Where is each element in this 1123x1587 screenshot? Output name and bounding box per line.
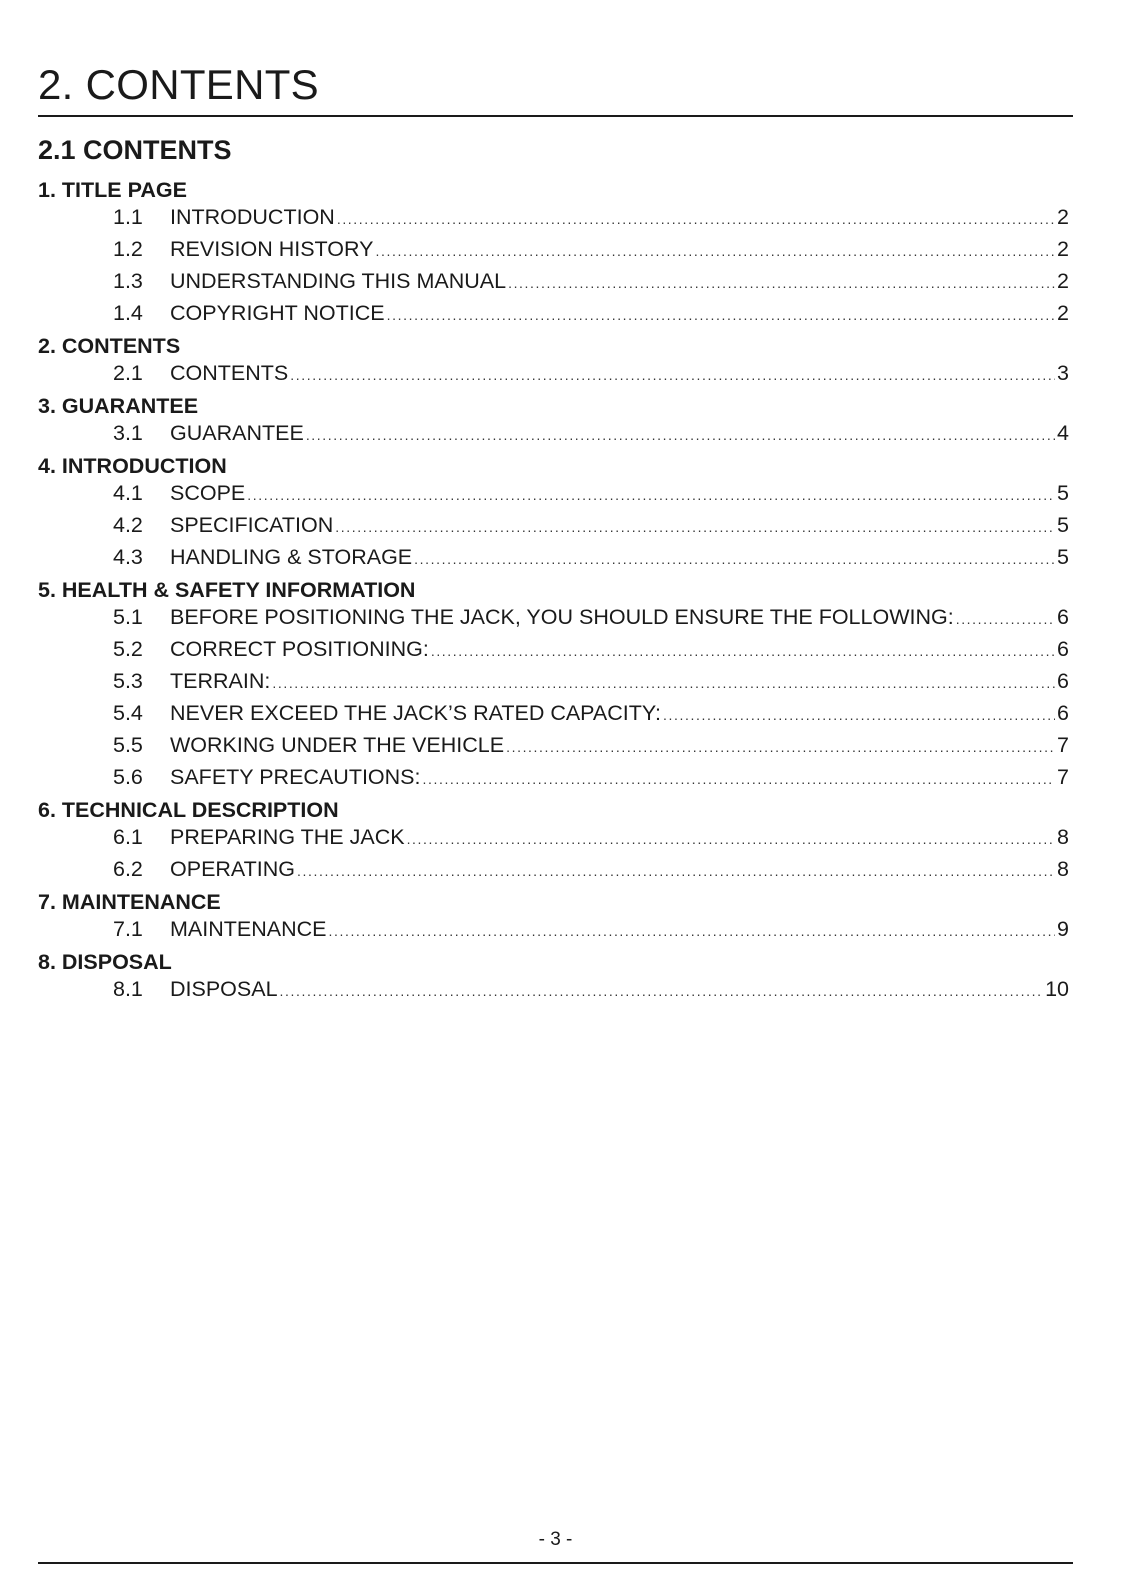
toc-entry-number: 5.6 <box>113 765 143 789</box>
toc-entry-title: TERRAIN: <box>170 669 271 693</box>
toc-entry-number: 1.1 <box>113 205 143 229</box>
section-title: 2.1 CONTENTS <box>38 135 232 165</box>
toc-entry <box>38 665 1073 697</box>
toc-entry-title: BEFORE POSITIONING THE JACK, YOU SHOULD ENSURE THE FOLLOWING: <box>170 605 954 629</box>
toc-entry-page: 5 <box>1057 545 1069 569</box>
toc-entry-number: 3.1 <box>113 421 143 445</box>
dot-leader <box>272 667 1055 699</box>
toc-entry <box>38 541 1073 573</box>
toc-section-heading: 2. CONTENTS <box>38 334 181 358</box>
toc-entry-number: 6.2 <box>113 857 143 881</box>
toc-entry-page: 5 <box>1057 481 1069 505</box>
page-title: 2. CONTENTS <box>38 61 319 108</box>
toc-entry-page: 2 <box>1057 205 1069 229</box>
toc-entry-number: 2.1 <box>113 361 143 385</box>
dot-leader <box>422 763 1055 795</box>
toc-section-heading: 7. MAINTENANCE <box>38 890 221 914</box>
toc-entry-title: SAFETY PRECAUTIONS: <box>170 765 421 789</box>
toc-section-heading: 6. TECHNICAL DESCRIPTION <box>38 798 339 822</box>
toc-entry <box>38 601 1073 633</box>
toc-entry-number: 1.4 <box>113 301 143 325</box>
toc-section-heading: 3. GUARANTEE <box>38 394 199 418</box>
toc-entry-number: 1.2 <box>113 237 143 261</box>
toc-entry-page: 2 <box>1057 301 1069 325</box>
toc-entry-page: 10 <box>1045 977 1069 1001</box>
dot-leader <box>335 511 1055 543</box>
toc-entry <box>38 729 1073 761</box>
document-page <box>38 0 1073 1587</box>
dot-leader <box>956 603 1055 635</box>
toc-entry <box>38 201 1073 233</box>
toc-entry-page: 5 <box>1057 513 1069 537</box>
toc-entry-title: SCOPE <box>170 481 246 505</box>
dot-leader <box>387 299 1055 331</box>
toc-entry-title: SPECIFICATION <box>170 513 334 537</box>
toc-entry-number: 5.1 <box>113 605 143 629</box>
toc-section-heading: 1. TITLE PAGE <box>38 178 187 202</box>
toc-section-heading: 5. HEALTH & SAFETY INFORMATION <box>38 578 416 602</box>
dot-leader <box>376 235 1056 267</box>
toc-entry-title: OPERATING <box>170 857 296 881</box>
toc-entry-number: 7.1 <box>113 917 143 941</box>
toc-entry-title: CORRECT POSITIONING: <box>170 637 429 661</box>
toc-entry-number: 4.3 <box>113 545 143 569</box>
toc-entry <box>38 913 1073 945</box>
toc-entry-title: DISPOSAL <box>170 977 278 1001</box>
toc-entry-page: 9 <box>1057 917 1069 941</box>
toc-entry <box>38 821 1073 853</box>
dot-leader <box>280 975 1044 1007</box>
toc-entry-title: NEVER EXCEED THE JACK’S RATED CAPACITY: <box>170 701 662 725</box>
footer-divider <box>38 1562 1073 1564</box>
toc-entry-page: 2 <box>1057 237 1069 261</box>
toc-entry-page: 2 <box>1057 269 1069 293</box>
toc-entry-number: 5.4 <box>113 701 143 725</box>
toc-entry-title: WORKING UNDER THE VEHICLE <box>170 733 505 757</box>
dot-leader <box>407 823 1055 855</box>
toc-entry-page: 8 <box>1057 825 1069 849</box>
toc-entry <box>38 297 1073 329</box>
toc-entry-number: 5.5 <box>113 733 143 757</box>
toc-entry-title: INTRODUCTION <box>170 205 335 229</box>
toc-entry-title: PREPARING THE JACK <box>170 825 405 849</box>
dot-leader <box>506 731 1055 763</box>
toc-entry <box>38 233 1073 265</box>
toc-entry-title: GUARANTEE <box>170 421 304 445</box>
table-of-contents <box>38 173 1073 1005</box>
toc-entry-page: 7 <box>1057 733 1069 757</box>
toc-entry-title: HANDLING & STORAGE <box>170 545 413 569</box>
toc-entry-page: 6 <box>1057 669 1069 693</box>
dot-leader <box>663 699 1055 731</box>
toc-entry-page: 6 <box>1057 701 1069 725</box>
dot-leader <box>508 267 1055 299</box>
toc-entry-title: CONTENTS <box>170 361 289 385</box>
toc-entry <box>38 853 1073 885</box>
toc-entry-page: 3 <box>1057 361 1069 385</box>
toc-section-heading: 8. DISPOSAL <box>38 950 172 974</box>
toc-entry-title: REVISION HISTORY <box>170 237 374 261</box>
title-divider <box>38 115 1073 117</box>
toc-entry <box>38 265 1073 297</box>
toc-entry-number: 4.1 <box>113 481 143 505</box>
toc-entry <box>38 417 1073 449</box>
toc-entry-number: 4.2 <box>113 513 143 537</box>
toc-entry-page: 4 <box>1057 421 1069 445</box>
toc-entry-number: 5.3 <box>113 669 143 693</box>
toc-entry-number: 8.1 <box>113 977 143 1001</box>
toc-section-heading: 4. INTRODUCTION <box>38 454 227 478</box>
dot-leader <box>290 359 1055 391</box>
toc-entry-title: MAINTENANCE <box>170 917 327 941</box>
toc-entry-page: 6 <box>1057 637 1069 661</box>
toc-entry-number: 5.2 <box>113 637 143 661</box>
toc-entry-page: 6 <box>1057 605 1069 629</box>
toc-entry <box>38 357 1073 389</box>
dot-leader <box>297 855 1055 887</box>
toc-entry <box>38 509 1073 541</box>
toc-entry <box>38 973 1073 1005</box>
toc-entry-title: UNDERSTANDING THIS MANUAL <box>170 269 507 293</box>
dot-leader <box>337 203 1055 235</box>
toc-entry <box>38 697 1073 729</box>
dot-leader <box>414 543 1055 575</box>
dot-leader <box>328 915 1055 947</box>
toc-entry-title: COPYRIGHT NOTICE <box>170 301 385 325</box>
toc-entry <box>38 477 1073 509</box>
toc-entry <box>38 761 1073 793</box>
page-number: - 3 - <box>538 1529 573 1550</box>
toc-entry-page: 7 <box>1057 765 1069 789</box>
dot-leader <box>247 479 1055 511</box>
dot-leader <box>306 419 1055 451</box>
toc-entry-page: 8 <box>1057 857 1069 881</box>
dot-leader <box>431 635 1055 667</box>
toc-entry-number: 6.1 <box>113 825 143 849</box>
toc-entry <box>38 633 1073 665</box>
toc-entry-number: 1.3 <box>113 269 143 293</box>
